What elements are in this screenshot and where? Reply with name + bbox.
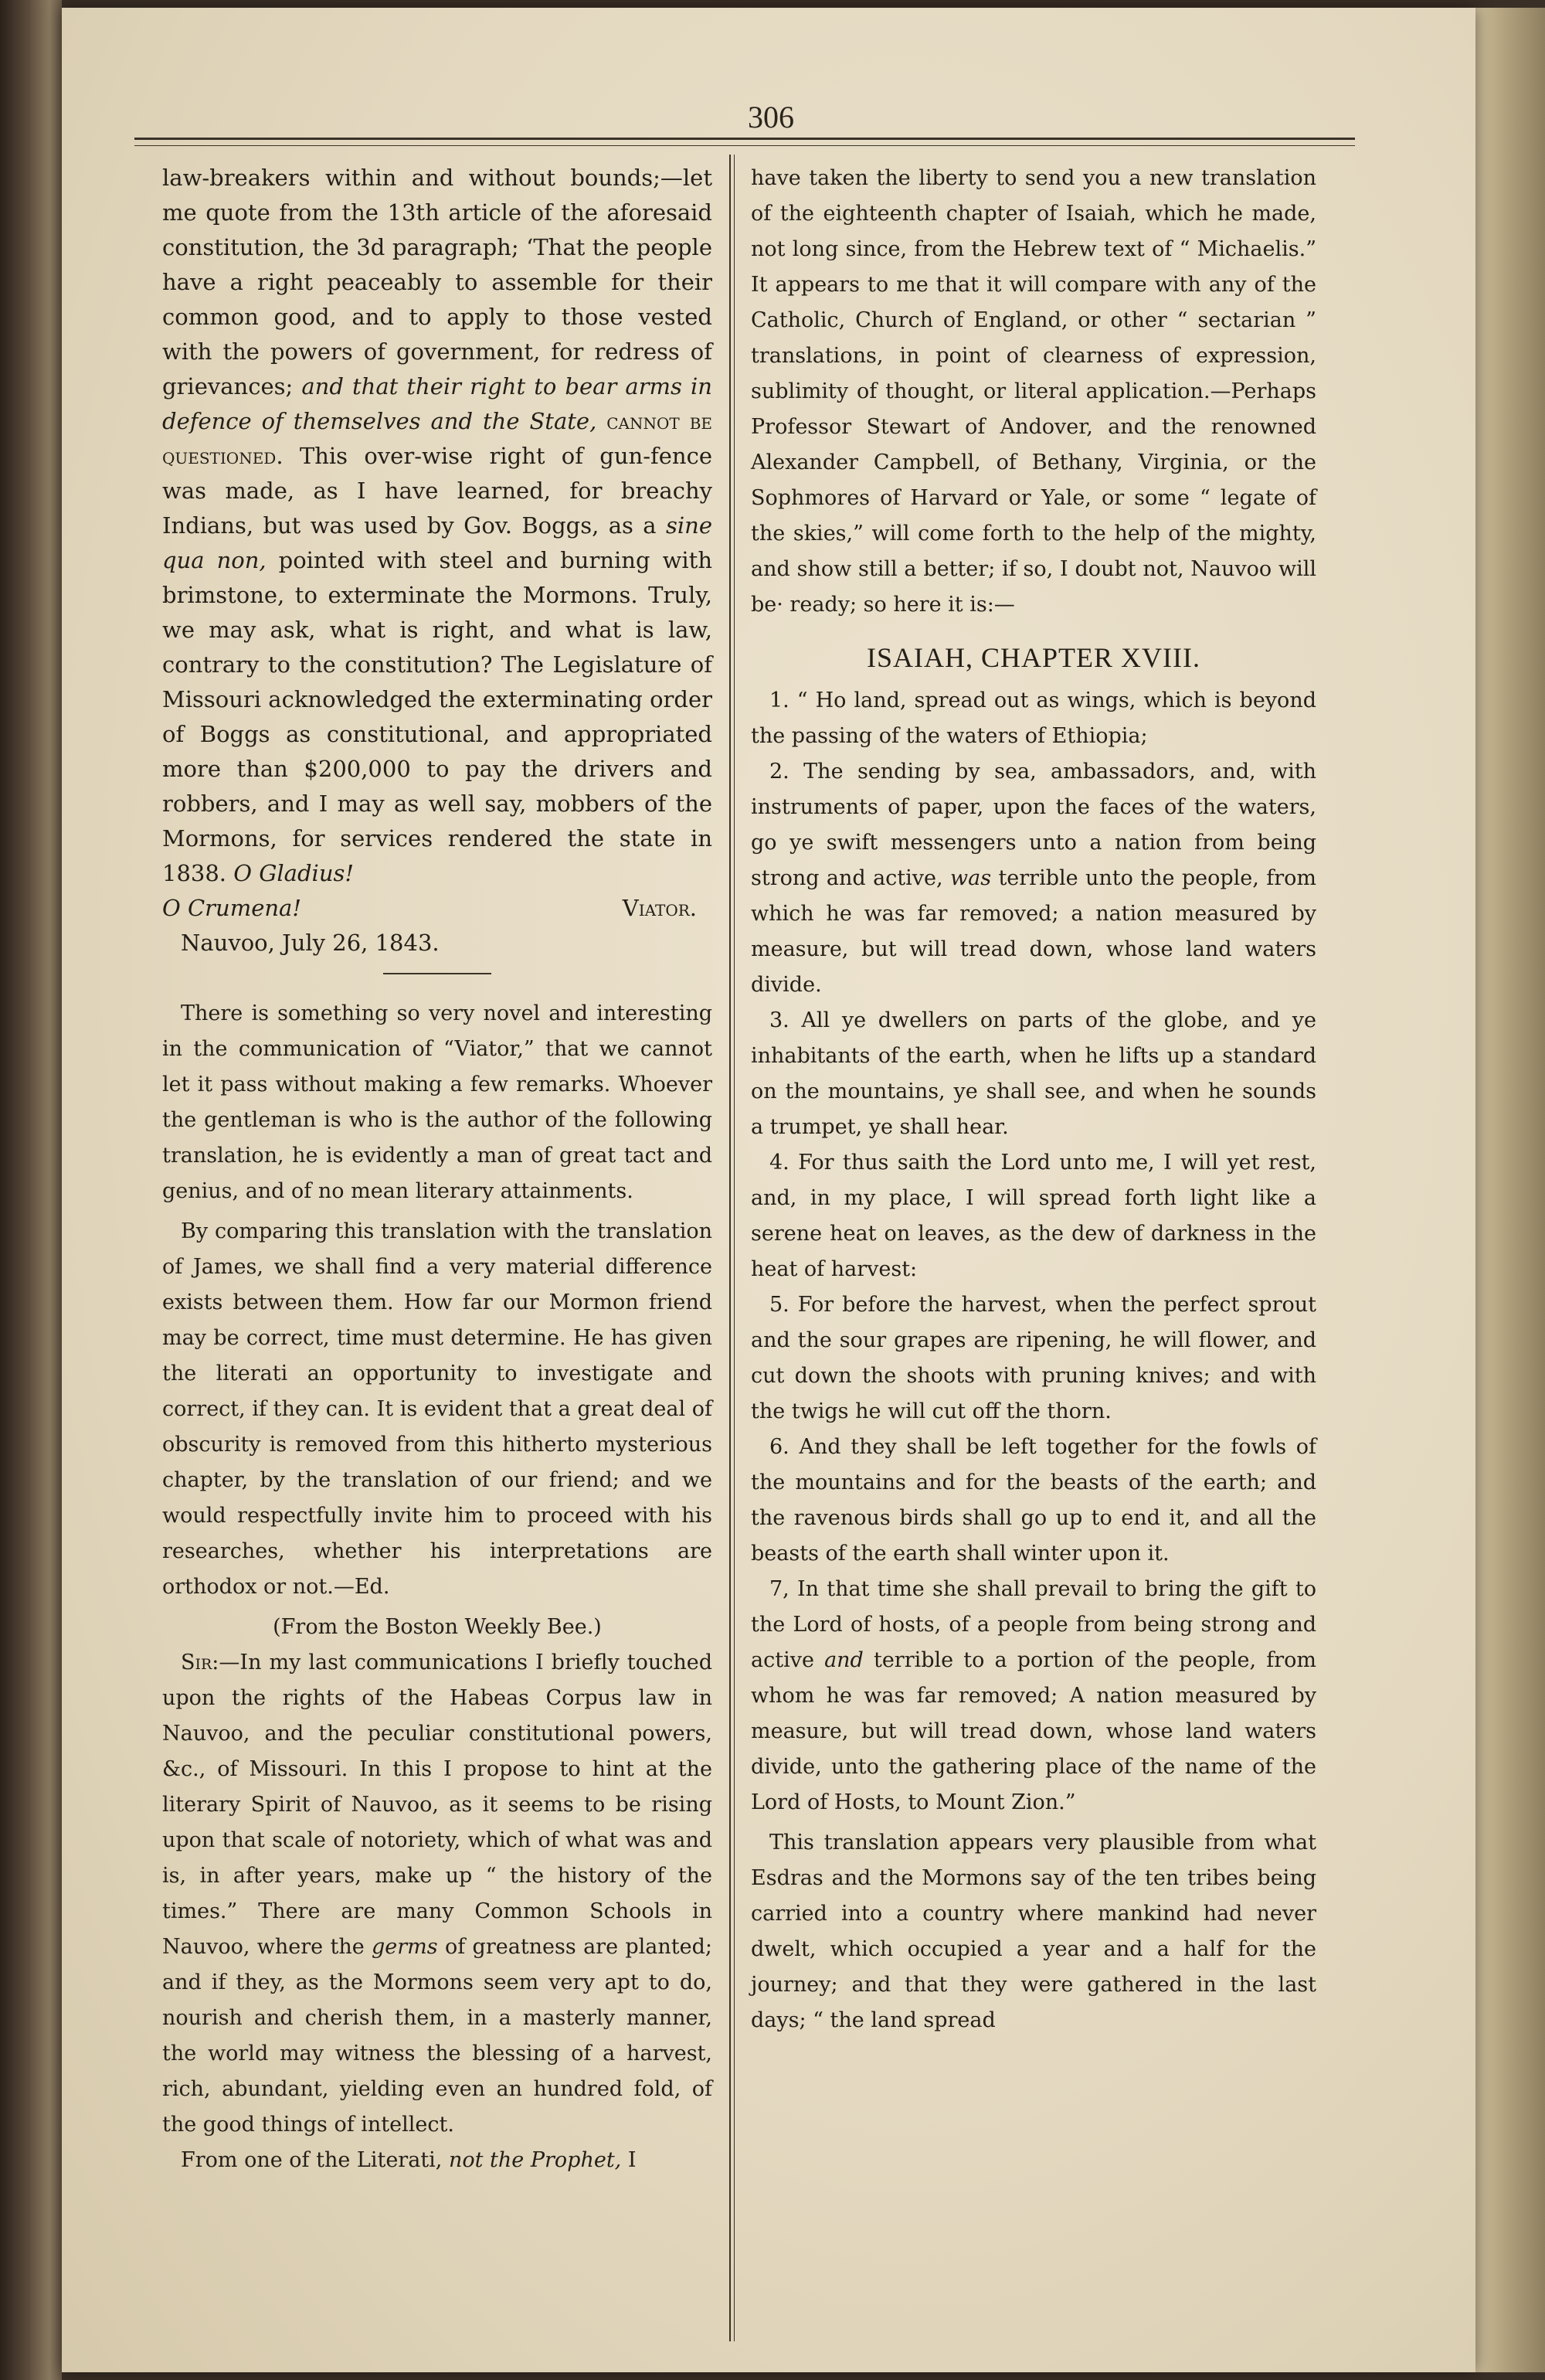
verse-3: 3. All ye dwellers on parts of the globe, and ye inhabitants of the earth, when he lifts up a standard on the mountains, ye shall see, and when he sounds a trumpet, ye shall hear. — [751, 1008, 1316, 1139]
letter-paragraph-1: Sir:—In my last communications I briefly touched upon the rights of the Habeas Corpus law in Nauvoo, and the peculiar constitutional powers, &c., of Missouri. In this I propose to hint at the literary Spirit of Nauvoo, as it seems to be rising upon that scale of notoriety, which of what was and is, in after years, make up “ the history of the times.” There are many Common Schools in Nauvoo, where the germs of greatness are planted; and if they, as the Mormons seem very apt to do, nourish and cherish them, in a masterly manner, the world may witness the blessing of a harvest, rich, abundant, yielding even an hundred fold, of the good things of intellect. — [162, 1651, 712, 2137]
verse-2: 2. The sending by sea, ambassadors, and, with instruments of paper, upon the faces of the waters, go ye swift messengers unto a nation from being strong and active, was terrible unto the people, from which he was far removed; a nation measured by measure, but will tread down, whose land waters divide. — [751, 760, 1317, 997]
section-rule — [383, 973, 491, 974]
verse-4: 4. For thus saith the Lord unto me, I will yet rest, and, in my place, I will spread forth light like a serene heat on leaves, as the dew of darkness in the heat of harvest: — [751, 1151, 1316, 1281]
letter-paragraph-2: From one of the Literati, not the Prophet, I — [181, 2148, 637, 2172]
dateline: Nauvoo, July 26, 1843. — [181, 930, 440, 956]
verse-7: 7, In that time she shall prevail to bring the gift to the Lord of hosts, of a people from being strong and active and terrible to a portion of the people, from whom he was far removed; A nation measured by measure, but will tread down, whose land waters divide, unto the gathering place of the name of the Lord of Hosts, to Mount Zion.” — [751, 1577, 1316, 1814]
page-number: 306 — [748, 100, 794, 134]
left-column — [162, 161, 712, 2178]
right-column — [751, 161, 1316, 2038]
header-rule — [134, 138, 1355, 140]
chapter-heading: ISAIAH, CHAPTER XVIII. — [867, 642, 1200, 673]
signature-latin: O Crumena! — [162, 895, 302, 921]
closing-paragraph: This translation appears very plausible from what Esdras and the Mormons say of the ten tribes being carried into a country where mankind had never dwelt, which occupied a year and a half for the journey; and that they were gathered in the last days; “ the land spread — [751, 1831, 1316, 2032]
source-line: (From the Boston Weekly Bee.) — [273, 1615, 602, 1639]
signature-line — [162, 891, 712, 926]
column-divider-thin — [734, 155, 735, 2341]
letter-continuation: have taken the liberty to send you a new translation of the eighteenth chapter of Isaiah, which he made, not long since, from the Hebrew text of “ Michaelis.” It appears to me that it will compare with any of the Catholic, Church of England, or other “ sectarian ” translations, in point of clearness of expression, sublimity of thought, or literal application.—Perhaps Professor Stewart of Andover, and the renowned Alexander Campbell, of Bethany, Virginia, or the Sophmores of Harvard or Yale, or some “ legate of the skies,” will come forth to the help of the mighty, and show still a better; if so, I doubt not, Nauvoo will be· ready; so here it is:— — [751, 166, 1316, 617]
book-page — [62, 8, 1475, 2372]
column-divider — [729, 155, 731, 2341]
editor-note-paragraph-2: By comparing this translation with the translation of James, we shall find a very material difference exists between them. How far our Mormon friend may be correct, time must determine. He has given the literati an opportunity to investigate and correct, if they can. It is evident that a great deal of obscurity is removed from this hitherto mysterious chapter, by the translation of our friend; and we would respectfully invite him to proceed with his researches, whether his interpretations are orthodox or not.—Ed. — [162, 1219, 712, 1599]
verse-5: 5. For before the harvest, when the perfect sprout and the sour grapes are ripening, he will flower, and cut down the shoots with pruning knives; and with the twigs he will cut off the thorn. — [751, 1293, 1316, 1423]
viator-letter-conclusion: law-breakers within and without bounds;—let me quote from the 13th article of the aforesaid constitution, the 3d paragraph; ‘That the people have a right peaceably to assemble for their common good, and to apply to those vested with the powers of government, for redress of grievances; and that their right to bear arms in defence of themselves and the State, cannot be questioned. This over-wise right of gun-fence was made, as I have learned, for breachy Indians, but was used by Gov. Boggs, as a sine qua non, pointed with steel and burning with brimstone, to exterminate the Mormons. Truly, we may ask, what is right, and what is law, contrary to the constitution? The Legislature of Missouri acknowledged the exterminating order of Boggs as constitutional, and appropriated more than $200,000 to pay the drivers and robbers, and I may as well say, mobbers of the Mormons, for services rendered the state in 1838. O Gladius! — [162, 165, 712, 886]
verse-1: 1. “ Ho land, spread out as wings, which is beyond the passing of the waters of Ethiopia; — [751, 688, 1316, 748]
previous-page-edge — [0, 0, 62, 2380]
letter-salutation: Sir: — [181, 1651, 219, 1674]
signature-name: Viator. — [622, 895, 697, 921]
header-rule-thin — [134, 145, 1355, 146]
editor-note-paragraph-1: There is something so very novel and interesting in the communication of “Viator,” that we cannot let it pass without making a few remarks. Whoever the gentleman is who is the author of the following translation, he is evidently a man of great tact and genius, and of no mean literary attainments. — [162, 1001, 712, 1203]
page-fore-edge — [1475, 8, 1545, 2372]
verse-6: 6. And they shall be left together for the fowls of the mountains and for the beasts of the earth; and the ravenous birds shall go up to end it, and all the beasts of the earth shall winter upon it. — [751, 1435, 1316, 1566]
